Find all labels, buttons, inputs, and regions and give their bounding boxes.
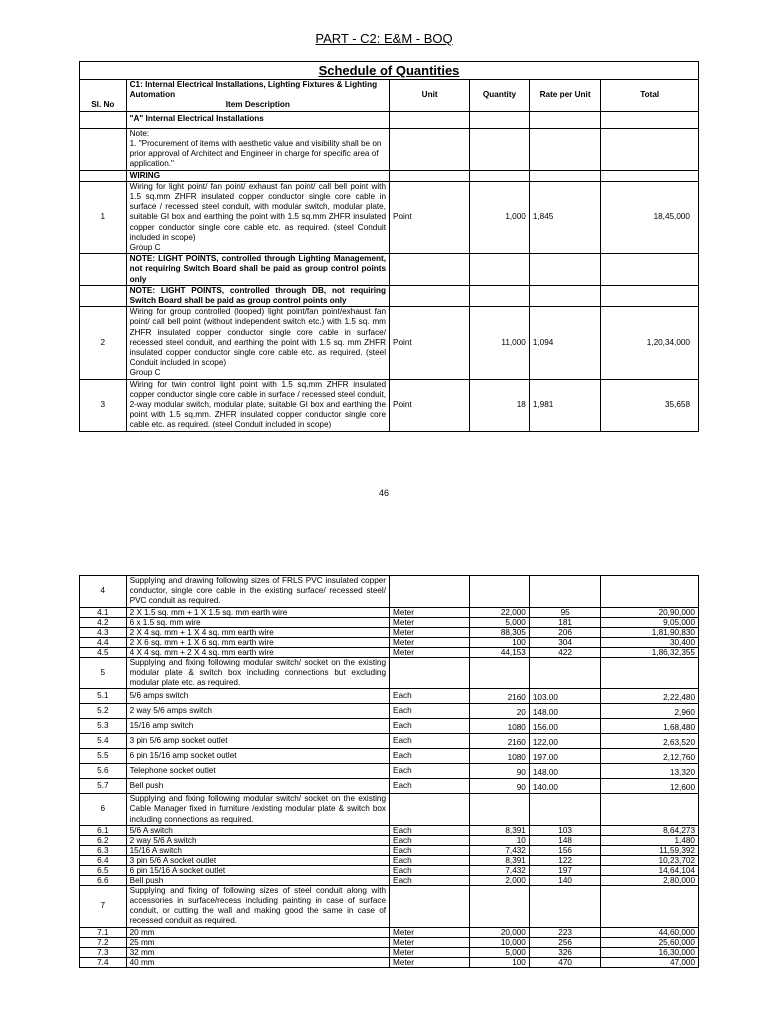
item-description: 2 X 1.5 sq. mm + 1 X 1.5 sq. mm earth wire [126, 607, 389, 617]
item-unit: Meter [390, 957, 470, 967]
wiring-heading: WIRING [126, 170, 389, 181]
table-header-row [80, 80, 699, 112]
item-total: 2,80,000 [601, 875, 699, 885]
table-row [80, 937, 699, 947]
group-row [80, 794, 699, 826]
empty-cell [601, 794, 699, 826]
item-total: 35,658 [601, 379, 699, 431]
item-description: 40 mm [126, 957, 389, 967]
item-quantity: 1080 [470, 749, 530, 764]
item-total: 8,64,273 [601, 825, 699, 835]
page-number: 46 [378, 488, 389, 498]
lighting-note-2: NOTE: LIGHT POINTS, controlled through DB, not requiring Switch Board shall be paid as group control points only [126, 285, 389, 306]
item-description: Bell push [126, 779, 389, 794]
group-description: Supplying and drawing following sizes of FRLS PVC insulated copper conductor, single core cable in the existing surface/ recessed steel/ PVC conduit as required. [126, 576, 389, 608]
table-row [80, 845, 699, 855]
empty-cell [390, 657, 470, 689]
item-quantity: 2160 [470, 689, 530, 704]
item-unit: Each [390, 689, 470, 704]
item-description: 6 pin 15/16 amp socket outlet [126, 749, 389, 764]
group-row [80, 885, 699, 927]
item-rate: 148 [529, 835, 601, 845]
item-total: 2,63,520 [601, 734, 699, 749]
item-quantity: 20 [470, 704, 530, 719]
empty-cell [390, 794, 470, 826]
table-body [80, 576, 699, 968]
table-row [80, 689, 699, 704]
group-number: 4 [80, 576, 127, 608]
empty-cell [470, 657, 530, 689]
item-unit: Each [390, 779, 470, 794]
item-description: Wiring for group controlled (looped) light point/fan point/exhaust fan point/ call bell point (without independent switch etc.) with 1.5 sq. mm ZHFR insulated copper conductor single core cable in surface/ recessed steel conduit, and earthing the point with 1.5 sq. mm ZHFR insulated copper conductor single core cable etc. as required. (steel Conduit included in scope) Group C [126, 307, 389, 379]
empty-cell [470, 794, 530, 826]
table-row [80, 749, 699, 764]
item-description: 25 mm [126, 937, 389, 947]
group-description: Supplying and fixing following modular switch/ socket on the existing Cable Manager fixed in furniture /existing modular plate & switch box including connections as required. [126, 794, 389, 826]
item-total: 20,90,000 [601, 607, 699, 617]
item-description: 20 mm [126, 927, 389, 937]
item-rate: 148.00 [529, 704, 601, 719]
item-quantity: 5,000 [470, 617, 530, 627]
item-rate: 103 [529, 825, 601, 835]
item-quantity: 5,000 [470, 947, 530, 957]
item-unit: Point [390, 307, 470, 379]
table-row [80, 947, 699, 957]
item-rate: 122.00 [529, 734, 601, 749]
item-rate: 470 [529, 957, 601, 967]
item-total: 12,600 [601, 779, 699, 794]
item-number: 5.7 [80, 779, 127, 794]
item-description: Wiring for light point/ fan point/ exhaust fan point/ call bell point with 1.5 sq.mm ZHFR insulated copper conductor single core cable in surface / recessed steel conduit, with modular switch, modular plate, suitable GI box and earthing the point with 1.5 sq.mm ZHFR insulated copper conductor single core cable etc. as required. (steel Conduit included in scope) Group C [126, 181, 389, 253]
table-row [80, 719, 699, 734]
item-number: 5.4 [80, 734, 127, 749]
item-quantity: 18 [470, 379, 530, 431]
item-quantity: 1080 [470, 719, 530, 734]
item-unit: Meter [390, 617, 470, 627]
group-number: 6 [80, 794, 127, 826]
item-rate: 1,094 [529, 307, 601, 379]
item-number: 4.4 [80, 637, 127, 647]
item-description: 15/16 amp switch [126, 719, 389, 734]
item-rate: 156 [529, 845, 601, 855]
item-description: 6 x 1.5 sq. mm wire [126, 617, 389, 627]
item-description: Bell push [126, 875, 389, 885]
item-unit: Meter [390, 927, 470, 937]
item-total: 14,64,104 [601, 865, 699, 875]
table-title-row [80, 62, 699, 80]
item-quantity: 22,000 [470, 607, 530, 617]
item-total: 1,20,34,000 [601, 307, 699, 379]
table-row [80, 111, 699, 128]
procurement-note: Note: 1. "Procurement of items with aesthetic value and visibility shall be on prior approval of Architect and Engineer in charge for specific area of application." [126, 128, 389, 170]
item-description: Telephone socket outlet [126, 764, 389, 779]
col-rate: Rate per Unit [529, 80, 601, 112]
item-description: 4 X 4 sq. mm + 2 X 4 sq. mm earth wire [126, 647, 389, 657]
empty-cell [390, 885, 470, 927]
item-total: 2,12,760 [601, 749, 699, 764]
item-description: 6 pin 15/16 A socket outlet [126, 865, 389, 875]
schedule-table-continued [79, 575, 699, 968]
item-total: 18,45,000 [601, 181, 699, 253]
col-quantity: Quantity [470, 80, 530, 112]
item-number: 2 [80, 307, 127, 379]
empty-cell [529, 885, 601, 927]
item-quantity: 8,391 [470, 825, 530, 835]
item-description: 15/16 A switch [126, 845, 389, 855]
item-quantity: 1,000 [470, 181, 530, 253]
item-quantity: 90 [470, 764, 530, 779]
item-description: 2 X 6 sq. mm + 1 X 6 sq. mm earth wire [126, 637, 389, 647]
item-rate: 422 [529, 647, 601, 657]
lighting-note-1: NOTE: LIGHT POINTS, controlled through Lighting Management, not requiring Switch Board shall be paid as group control points only [126, 254, 389, 286]
item-description: 5/6 A switch [126, 825, 389, 835]
group-number: 7 [80, 885, 127, 927]
item-quantity: 10,000 [470, 937, 530, 947]
item-number: 7.4 [80, 957, 127, 967]
col-sl-no: Sl. No [80, 80, 127, 112]
item-description: 32 mm [126, 947, 389, 957]
item-rate: 326 [529, 947, 601, 957]
table-row [80, 617, 699, 627]
item-total: 9,05,000 [601, 617, 699, 627]
item-number: 1 [80, 181, 127, 253]
empty-cell [529, 794, 601, 826]
item-total: 11,59,392 [601, 845, 699, 855]
item-number: 6.5 [80, 865, 127, 875]
item-description: 3 pin 5/6 amp socket outlet [126, 734, 389, 749]
table-row [80, 647, 699, 657]
item-total: 1,480 [601, 835, 699, 845]
table-row [80, 835, 699, 845]
item-description: 2 way 5/6 amps switch [126, 704, 389, 719]
item-unit: Meter [390, 627, 470, 637]
item-number: 5.2 [80, 704, 127, 719]
item-rate: 223 [529, 927, 601, 937]
sub-heading: "A" Internal Electrical Installations [126, 111, 389, 128]
item-unit: Each [390, 749, 470, 764]
document-header: PART - C2: E&M - BOQ [315, 31, 453, 46]
item-quantity: 8,391 [470, 855, 530, 865]
item-total: 1,68,480 [601, 719, 699, 734]
empty-cell [601, 657, 699, 689]
item-unit: Each [390, 875, 470, 885]
empty-cell [470, 576, 530, 608]
item-rate: 181 [529, 617, 601, 627]
table-row [80, 170, 699, 181]
item-total: 1,86,32,355 [601, 647, 699, 657]
item-unit: Each [390, 764, 470, 779]
item-total: 25,60,000 [601, 937, 699, 947]
item-number: 4.2 [80, 617, 127, 627]
item-rate: 140.00 [529, 779, 601, 794]
item-number: 4.3 [80, 627, 127, 637]
boq-item-row [80, 181, 699, 253]
item-number: 6.6 [80, 875, 127, 885]
item-number: 4.5 [80, 647, 127, 657]
item-total: 47,000 [601, 957, 699, 967]
item-quantity: 100 [470, 637, 530, 647]
empty-cell [529, 576, 601, 608]
item-total: 2,22,480 [601, 689, 699, 704]
item-unit: Each [390, 835, 470, 845]
table-row [80, 637, 699, 647]
item-quantity: 100 [470, 957, 530, 967]
item-rate: 206 [529, 627, 601, 637]
item-total: 10,23,702 [601, 855, 699, 865]
item-unit: Each [390, 734, 470, 749]
item-total: 13,320 [601, 764, 699, 779]
item-quantity: 10 [470, 835, 530, 845]
item-rate: 148.00 [529, 764, 601, 779]
item-description-header: Item Description [225, 100, 290, 110]
empty-cell [601, 576, 699, 608]
table-row [80, 957, 699, 967]
item-rate: 156.00 [529, 719, 601, 734]
item-description: 5/6 amps switch [126, 689, 389, 704]
table-row [80, 627, 699, 637]
schedule-table-page-46 [79, 61, 699, 432]
item-quantity: 20,000 [470, 927, 530, 937]
item-number: 5.1 [80, 689, 127, 704]
item-unit: Meter [390, 937, 470, 947]
table-row [80, 779, 699, 794]
item-number: 6.3 [80, 845, 127, 855]
item-quantity: 11,000 [470, 307, 530, 379]
item-total: 16,30,000 [601, 947, 699, 957]
section-label: C1: Internal Electrical Installations, Lighting Fixtures & Lighting Automation [129, 80, 378, 100]
item-total: 2,960 [601, 704, 699, 719]
item-quantity: 7,432 [470, 845, 530, 855]
item-unit: Point [390, 181, 470, 253]
group-description: Supplying and fixing following modular switch/ socket on the existing modular plate & switch box including connections but excluding modular plate etc. as required. [126, 657, 389, 689]
table-row [80, 825, 699, 835]
item-number: 6.1 [80, 825, 127, 835]
table-row [80, 704, 699, 719]
col-total: Total [601, 80, 699, 112]
item-quantity: 90 [470, 779, 530, 794]
item-total: 30,400 [601, 637, 699, 647]
group-description: Supplying and fixing of following sizes of steel conduit along with accessories in surface/recess including painting in case of surface conduit, or cutting the wall and making good the same in case of recessed conduit as required. [126, 885, 389, 927]
boq-item-row [80, 307, 699, 379]
item-quantity: 2,000 [470, 875, 530, 885]
item-unit: Meter [390, 637, 470, 647]
item-number: 6.2 [80, 835, 127, 845]
item-unit: Meter [390, 647, 470, 657]
item-quantity: 44,153 [470, 647, 530, 657]
item-number: 7.1 [80, 927, 127, 937]
item-description: 2 X 4 sq. mm + 1 X 4 sq. mm earth wire [126, 627, 389, 637]
item-number: 5.6 [80, 764, 127, 779]
item-number: 3 [80, 379, 127, 431]
item-total: 44,60,000 [601, 927, 699, 937]
item-rate: 103.00 [529, 689, 601, 704]
item-description: 2 way 5/6 A switch [126, 835, 389, 845]
item-unit: Each [390, 704, 470, 719]
empty-cell [470, 885, 530, 927]
empty-cell [390, 576, 470, 608]
table-row [80, 764, 699, 779]
item-total: 1,81,90,830 [601, 627, 699, 637]
empty-cell [529, 657, 601, 689]
item-rate: 122 [529, 855, 601, 865]
group-number: 5 [80, 657, 127, 689]
boq-item-row [80, 379, 699, 431]
item-rate: 197 [529, 865, 601, 875]
item-quantity: 88,305 [470, 627, 530, 637]
item-unit: Each [390, 719, 470, 734]
table-row [80, 855, 699, 865]
item-number: 5.3 [80, 719, 127, 734]
item-rate: 1,845 [529, 181, 601, 253]
item-rate: 256 [529, 937, 601, 947]
item-unit: Each [390, 855, 470, 865]
item-number: 5.5 [80, 749, 127, 764]
item-unit: Meter [390, 607, 470, 617]
item-rate: 197.00 [529, 749, 601, 764]
item-rate: 95 [529, 607, 601, 617]
table-row [80, 865, 699, 875]
item-unit: Each [390, 865, 470, 875]
table-row [80, 734, 699, 749]
item-description: Wiring for twin control light point with 1.5 sq.mm ZHFR insulated copper conductor single core cable in surface / recessed steel conduit, 2-way modular switch, modular plate, suitable GI box and earthing the point with 1.5 sq.mm. ZHFR insulated copper conductor single core cable etc. as required. (steel Conduit included in scope) [126, 379, 389, 431]
item-number: 7.3 [80, 947, 127, 957]
item-unit: Meter [390, 947, 470, 957]
col-unit: Unit [390, 80, 470, 112]
table-row [80, 607, 699, 617]
col-description [126, 80, 389, 112]
item-unit: Each [390, 825, 470, 835]
table-row [80, 254, 699, 286]
table-title: Schedule of Quantities [80, 62, 699, 80]
item-description: 3 pin 5/6 A socket outlet [126, 855, 389, 865]
group-row [80, 576, 699, 608]
item-quantity: 7,432 [470, 865, 530, 875]
table-row [80, 285, 699, 306]
table-row [80, 128, 699, 170]
empty-cell [601, 885, 699, 927]
group-row [80, 657, 699, 689]
item-unit: Each [390, 845, 470, 855]
item-unit: Point [390, 379, 470, 431]
item-rate: 1,981 [529, 379, 601, 431]
item-number: 4.1 [80, 607, 127, 617]
item-number: 6.4 [80, 855, 127, 865]
item-rate: 140 [529, 875, 601, 885]
table-row [80, 927, 699, 937]
item-rate: 304 [529, 637, 601, 647]
table-row [80, 875, 699, 885]
item-quantity: 2160 [470, 734, 530, 749]
item-number: 7.2 [80, 937, 127, 947]
